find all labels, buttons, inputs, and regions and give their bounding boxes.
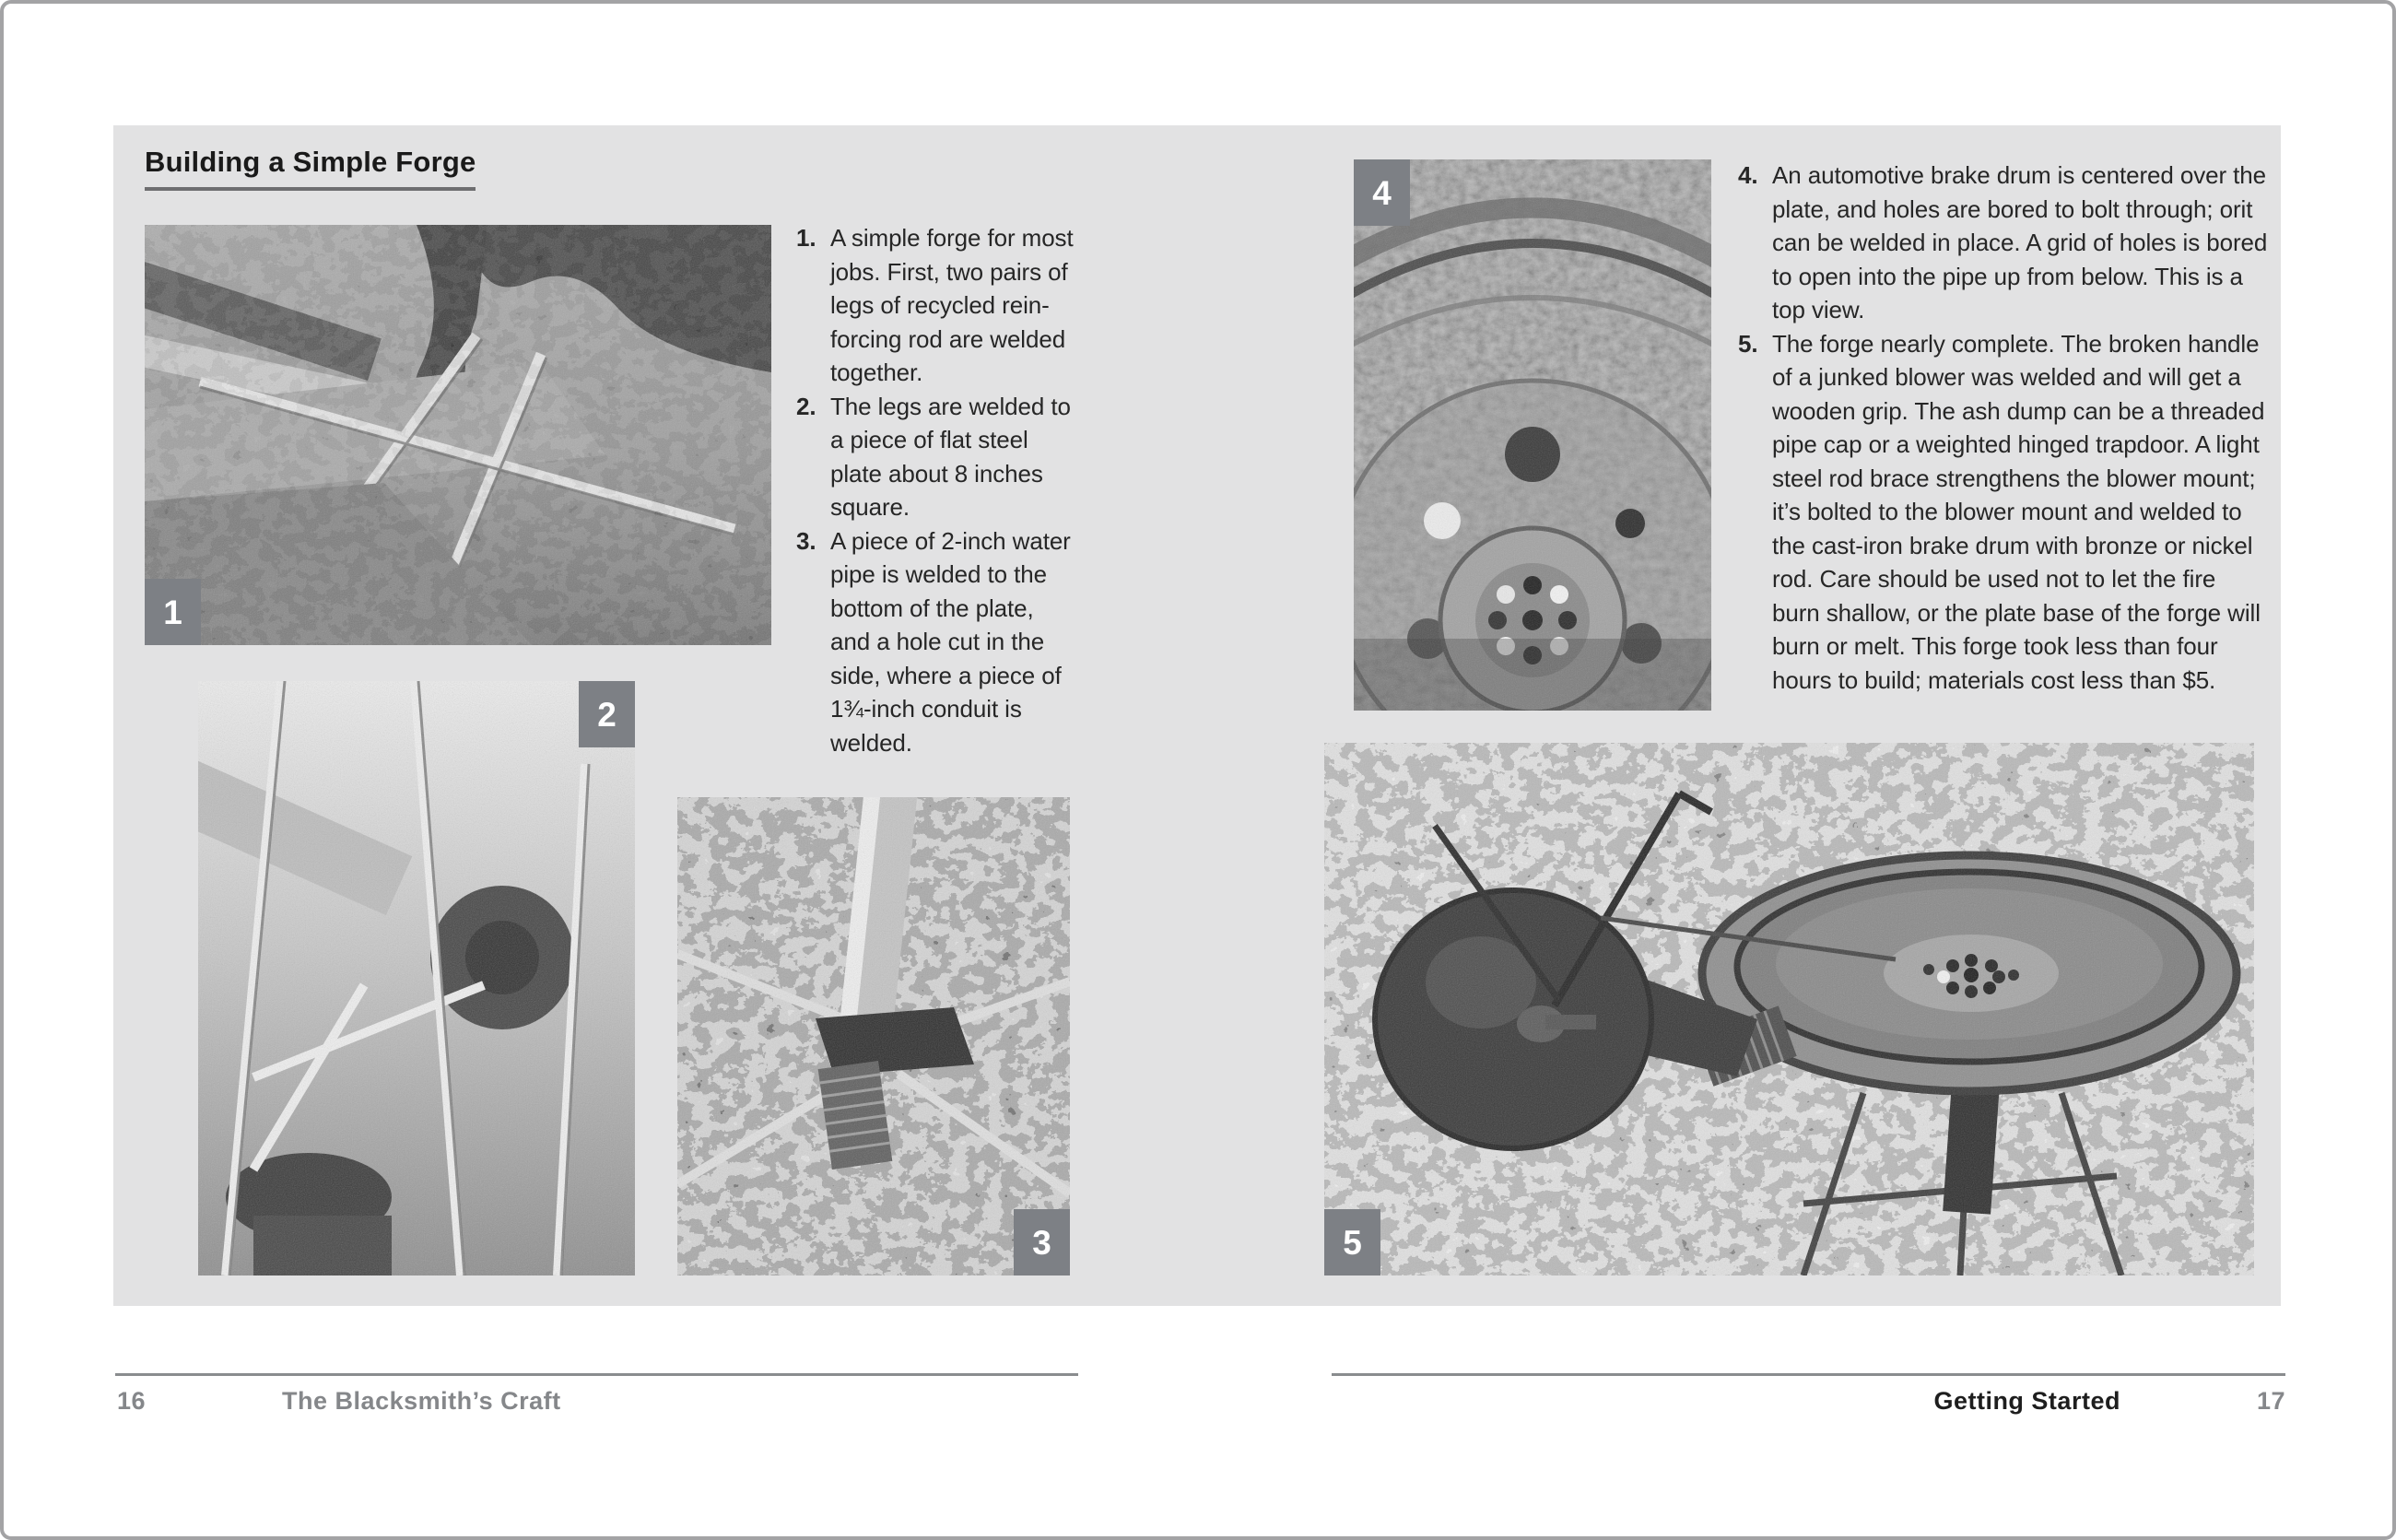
- figure-5-photo: [1324, 743, 2254, 1275]
- footer-right: [1332, 1387, 2285, 1416]
- figure-1-illustration: [145, 225, 771, 645]
- figure-2-illustration: [198, 681, 635, 1275]
- page-number-right: 17: [2256, 1387, 2285, 1415]
- chapter-title-footer: Getting Started: [1933, 1387, 2120, 1415]
- step-number: 4.: [1738, 161, 1758, 189]
- page-title: Building a Simple Forge: [145, 146, 476, 191]
- step-number: 1.: [796, 224, 816, 252]
- figure-1-number: 1: [163, 593, 182, 631]
- figure-4-illustration: [1354, 159, 1711, 711]
- figure-5-number: 5: [1343, 1223, 1362, 1262]
- figure-2-photo: [198, 681, 635, 1275]
- figure-1-badge: [145, 579, 201, 645]
- step-item-2: [796, 390, 1075, 524]
- step-text: A simple forge for most jobs. First, two pairs of legs of recycled rein-forcing rod are welded together.: [830, 224, 1074, 386]
- step-number: 3.: [796, 526, 816, 555]
- figure-4-badge: [1354, 159, 1410, 226]
- figure-1-photo: [145, 225, 771, 645]
- figure-4-number: 4: [1372, 173, 1392, 212]
- step-number: 5.: [1738, 329, 1758, 358]
- footer-rule-right: [1332, 1373, 2285, 1376]
- figure-2-badge: [579, 681, 635, 747]
- content-panel: [113, 125, 2281, 1306]
- step-number: 2.: [796, 392, 816, 420]
- figure-5-illustration: [1324, 743, 2254, 1275]
- page-number-left: 16: [117, 1387, 147, 1415]
- figure-5-badge: [1324, 1209, 1380, 1275]
- figure-3-badge: [1014, 1209, 1070, 1275]
- step-text: The forge nearly complete. The broken handle of a junked blower was welded and will get a wooden grip. The ash dump can be a threaded pipe cap or a weighted hinged trapdoor. A light steel rod brace strengthens the blower mount; it’s bolted to the blower mount and welded to the cast-iron brake drum with bronze or nickel rod. Care should be used not to let the fire burn shallow, or the plate base of the forge will burn or melt. This forge took less than four hours to build; materials cost less than $5.: [1772, 329, 2265, 694]
- figure-4-photo: [1354, 159, 1711, 711]
- steps-column-right: [1738, 159, 2269, 697]
- figure-2-number: 2: [597, 695, 617, 734]
- footer-rule-left: [115, 1373, 1078, 1376]
- book-title-footer: The Blacksmith’s Craft: [282, 1387, 561, 1415]
- steps-column-left: [796, 221, 1075, 759]
- figure-3-number: 3: [1032, 1223, 1051, 1262]
- figure-3-photo: [677, 797, 1070, 1275]
- step-text: An automotive brake drum is centered over the plate, and holes are bored to bolt through; orit can be welded in place. A grid of holes is bored to open into the pipe up from below. This is a top view.: [1772, 161, 2268, 323]
- step-text: The legs are welded to a piece of flat steel plate about 8 inches square.: [830, 392, 1071, 521]
- step-item-5: [1738, 327, 2269, 698]
- step-item-3: [796, 524, 1075, 760]
- figure-3-illustration: [677, 797, 1070, 1275]
- step-item-1: [796, 221, 1075, 390]
- step-item-4: [1738, 159, 2269, 327]
- footer-left: [117, 1387, 561, 1416]
- step-text: A piece of 2-inch water pipe is welded to the bottom of the plate, and a hole cut in the side, where a piece of 1¾-inch conduit is welded.: [830, 526, 1071, 757]
